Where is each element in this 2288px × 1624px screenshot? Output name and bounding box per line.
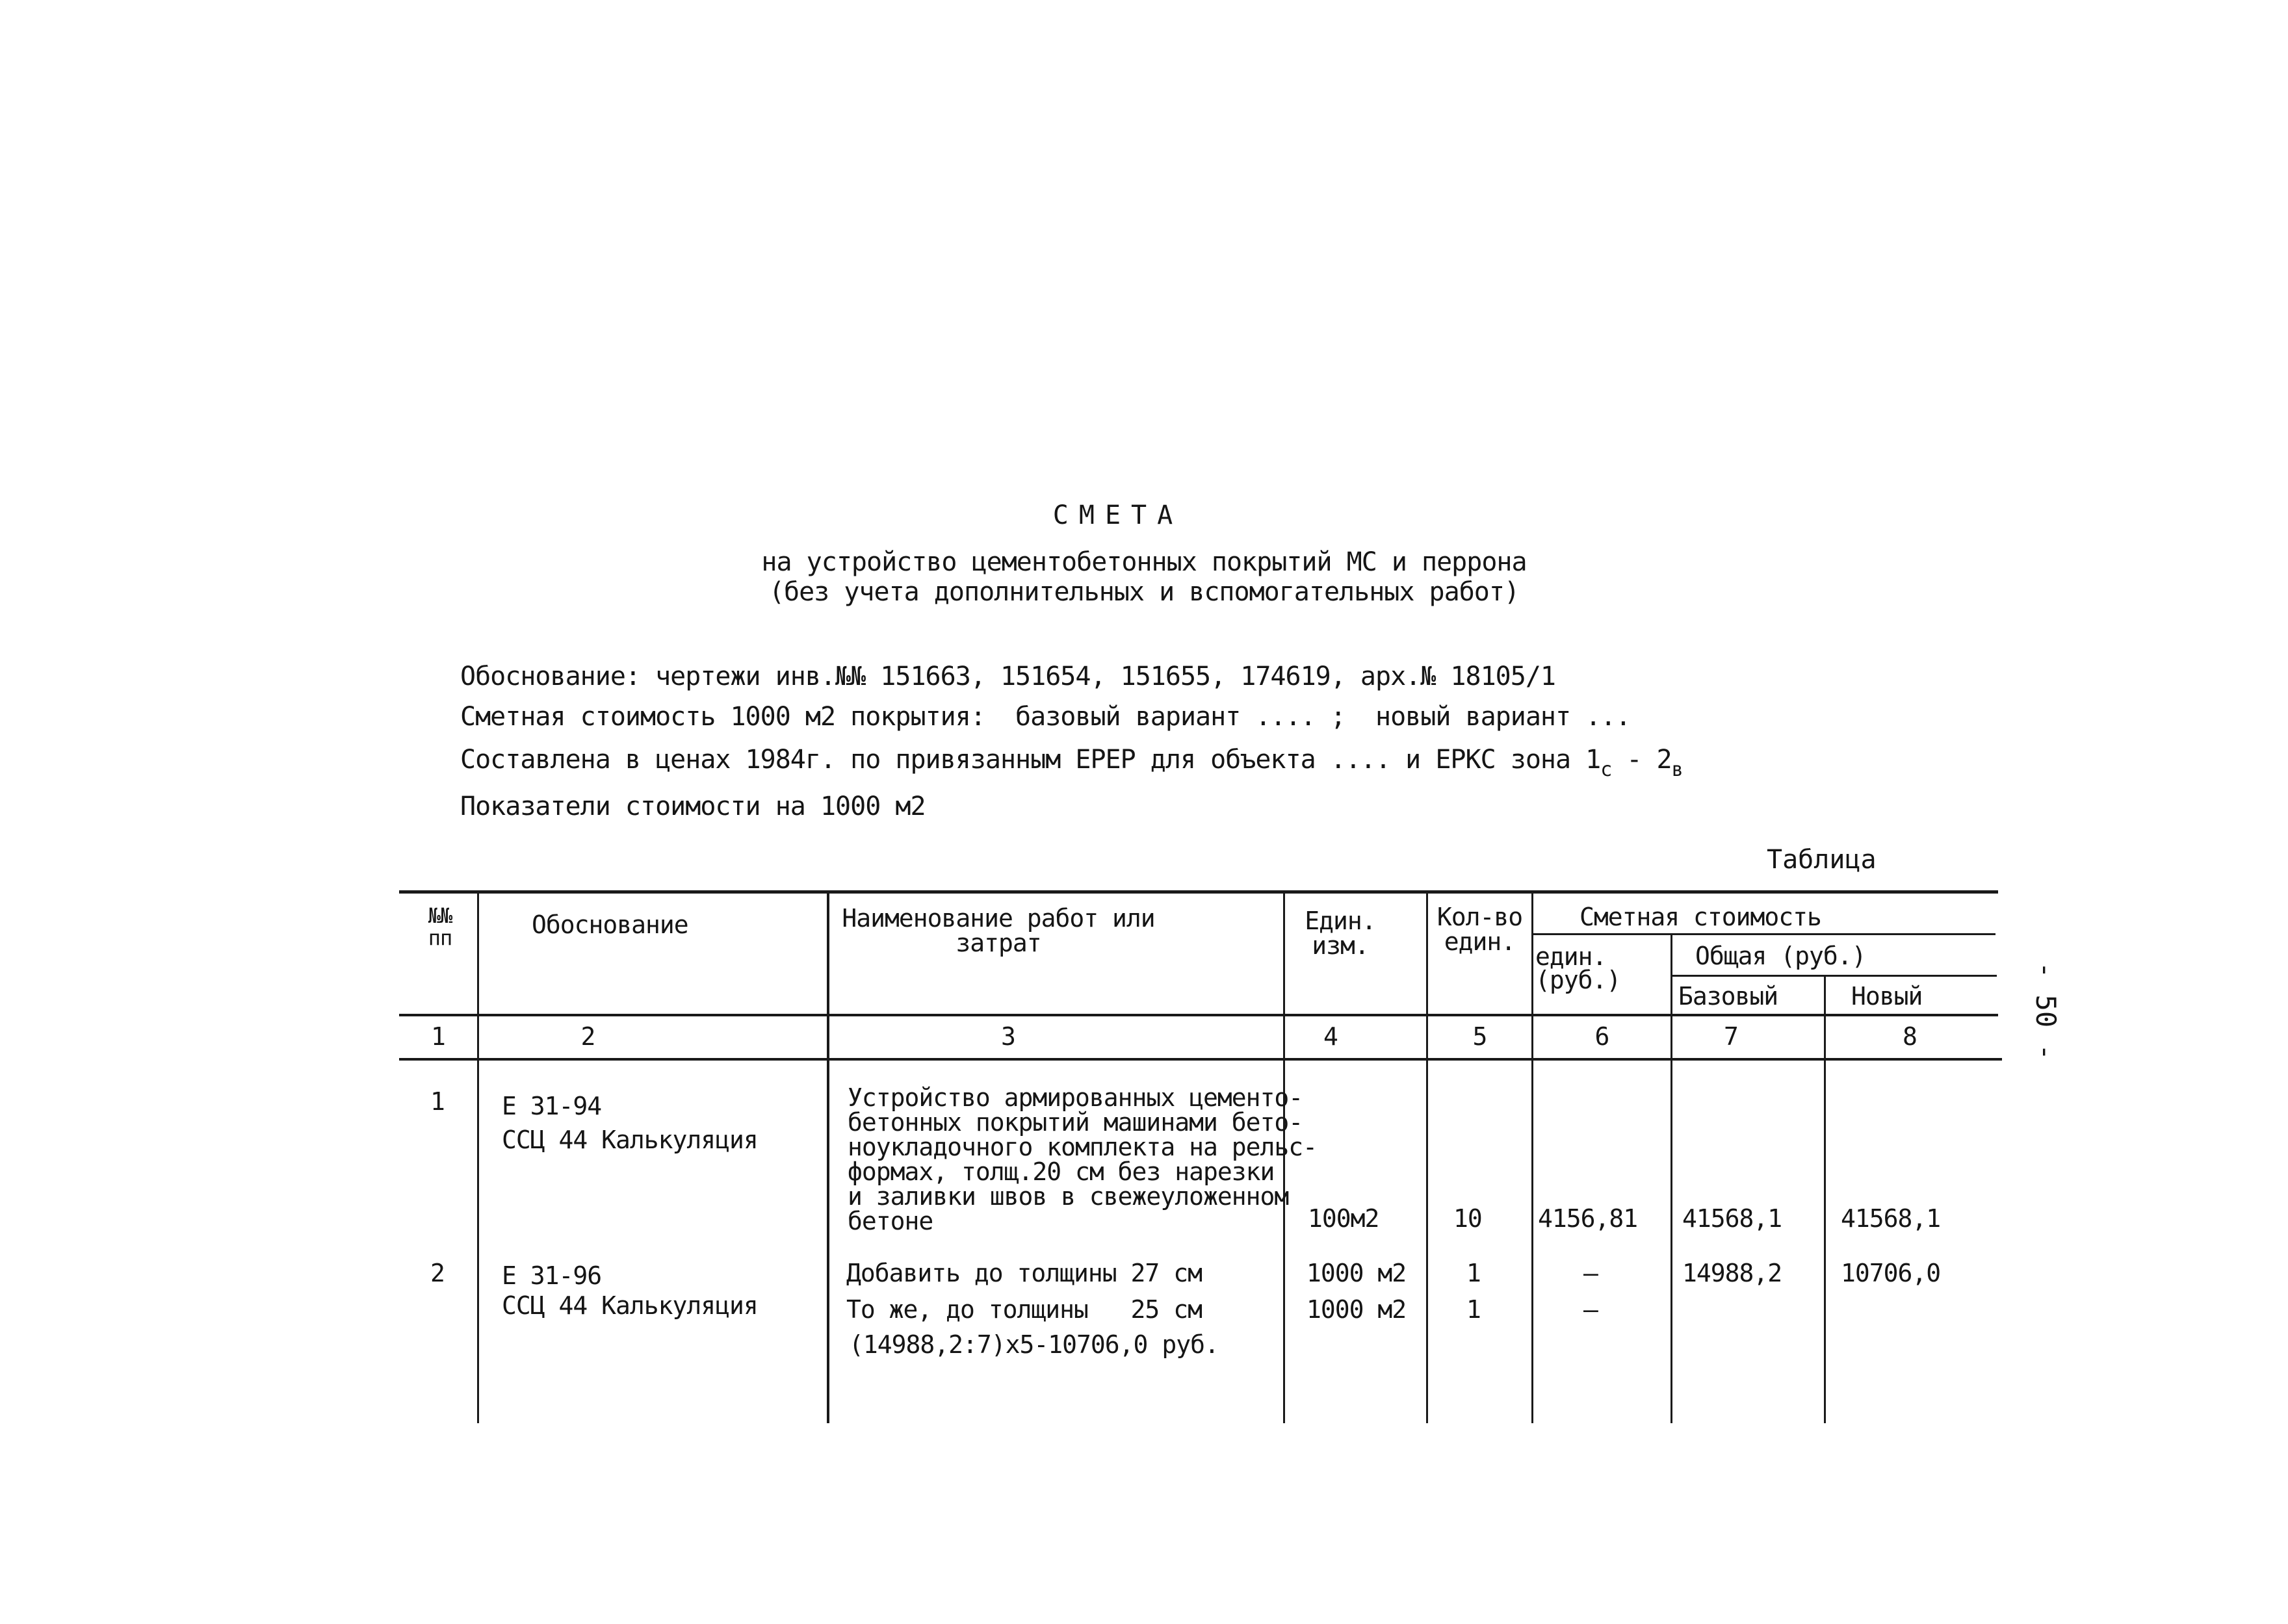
row-2-basis-line-2: ССЦ 44 Калькуляция xyxy=(502,1291,758,1320)
column-number-7: 7 xyxy=(1724,1022,1738,1051)
col-divider-6 xyxy=(1670,934,1672,1423)
row-2-basis xyxy=(502,1261,758,1321)
document-subtitle-line-1: на устройство цементобетонных покрытий МС и перрона xyxy=(761,547,1527,577)
row-1-basis xyxy=(502,1089,758,1157)
col-divider-2 xyxy=(827,892,829,1423)
column-number-8: 8 xyxy=(1903,1022,1917,1051)
row-2-line-2-qty: 1 xyxy=(1466,1295,1481,1324)
header-unit xyxy=(1285,909,1396,958)
row-2-line-1-unit-cost: – xyxy=(1583,1259,1598,1287)
col-divider-1 xyxy=(477,892,479,1423)
header-new: Новый xyxy=(1851,982,1923,1011)
header-base: Базовый xyxy=(1678,982,1778,1011)
indicators-line: Показатели стоимости на 1000 м2 xyxy=(460,792,926,821)
header-work-name-line-1: Наименование работ или xyxy=(842,904,1155,933)
total-group-divider xyxy=(1672,975,1997,977)
row-1-basis-line-2: ССЦ 44 Калькуляция xyxy=(502,1126,758,1154)
row-1-work-name-line-2: бетонных покрытий машинами бето- xyxy=(848,1108,1303,1137)
header-qty-line-2: един. xyxy=(1444,927,1516,956)
row-2-line-3-formula: (14988,2:7)x5-10706,0 руб. xyxy=(849,1330,1219,1359)
row-2-num: 2 xyxy=(430,1259,445,1287)
page-number: - 50 - xyxy=(2030,962,2062,1061)
header-unit-cost-line-2: (руб.) xyxy=(1535,966,1621,994)
column-number-4: 4 xyxy=(1323,1022,1338,1051)
zone-dash: - 2 xyxy=(1611,745,1672,775)
basis-line: Обоснование: чертежи инв.№№ 151663, 151654, 151655, 174619, арх.№ 18105/1 xyxy=(460,662,1555,691)
row-2-line-2-unit: 1000 м2 xyxy=(1306,1295,1407,1324)
row-2-line-2-name: То же, до толщины 25 см xyxy=(846,1295,1202,1324)
header-num xyxy=(403,905,477,949)
zone-subscript-1: с xyxy=(1600,758,1612,781)
column-number-2: 2 xyxy=(580,1022,595,1051)
column-numbers-bottom-border xyxy=(399,1058,2002,1061)
row-2-line-2-unit-cost: – xyxy=(1583,1295,1598,1324)
prices-text: Составлена в ценах 1984г. по привязанным ЕРЕР для объекта .... и ЕРКС зона 1 xyxy=(460,745,1601,775)
row-1-basis-line-1: Е 31-94 xyxy=(502,1092,602,1120)
header-work-name xyxy=(829,906,1167,955)
row-1-unit-cost: 4156,81 xyxy=(1538,1204,1638,1233)
row-1-work-name xyxy=(848,1085,1317,1233)
cost-group-divider xyxy=(1533,933,1996,935)
row-1-num: 1 xyxy=(430,1087,445,1116)
header-num-line-1: №№ xyxy=(428,903,452,928)
document-title: СМЕТА xyxy=(1052,500,1184,530)
header-basis: Обоснование xyxy=(532,910,688,939)
header-total-group: Общая (руб.) xyxy=(1695,942,1866,970)
prices-line xyxy=(460,745,1683,781)
col-divider-5 xyxy=(1531,892,1533,1423)
column-number-1: 1 xyxy=(431,1022,445,1051)
header-work-name-line-2: затрат xyxy=(956,929,1041,957)
header-cost-group: Сметная стоимость xyxy=(1580,903,1821,931)
zone-subscript-2: в xyxy=(1671,758,1683,781)
header-bottom-border xyxy=(399,1014,1998,1016)
table-label: Таблица xyxy=(1767,845,1877,875)
row-2-line-1-unit: 1000 м2 xyxy=(1306,1259,1407,1287)
cost-line: Сметная стоимость 1000 м2 покрытия: базовый вариант .... ; новый вариант ... xyxy=(460,702,1631,732)
row-1-work-name-line-3: ноукладочного комплекта на рельс- xyxy=(848,1133,1317,1161)
header-unit-line-1: Един. xyxy=(1305,907,1376,935)
row-2-line-1-base-total: 14988,2 xyxy=(1682,1259,1782,1287)
row-2-line-1-qty: 1 xyxy=(1466,1259,1481,1287)
column-number-5: 5 xyxy=(1472,1022,1487,1051)
header-unit-line-2: изм. xyxy=(1312,931,1369,960)
row-1-base-total: 41568,1 xyxy=(1682,1204,1782,1233)
table-top-border xyxy=(399,890,1998,894)
row-2-basis-line-1: Е 31-96 xyxy=(502,1261,602,1290)
header-qty-line-1: Кол-во xyxy=(1436,903,1523,931)
column-number-3: 3 xyxy=(1001,1022,1015,1051)
row-1-work-name-line-4: формах, толщ.20 см без нарезки xyxy=(848,1157,1275,1186)
header-unit-cost xyxy=(1535,942,1621,994)
row-1-new-total: 41568,1 xyxy=(1841,1204,1941,1233)
column-number-6: 6 xyxy=(1594,1022,1609,1051)
row-1-work-name-line-5: и заливки швов в свежеуложенном xyxy=(848,1182,1289,1211)
header-unit-cost-line-1: един. xyxy=(1535,942,1607,971)
header-num-line-2: пп xyxy=(428,925,452,950)
row-2-line-1-new-total: 10706,0 xyxy=(1841,1259,1941,1287)
document-subtitle-line-2: (без учета дополнительных и вспомогательных работ) xyxy=(768,577,1520,607)
row-1-work-name-line-1: Устройство армированных цементо- xyxy=(848,1083,1303,1112)
row-2-line-1-name: Добавить до толщины 27 см xyxy=(846,1259,1202,1287)
col-divider-4 xyxy=(1426,892,1428,1423)
header-qty xyxy=(1428,905,1531,954)
row-1-unit: 100м2 xyxy=(1308,1204,1379,1233)
row-1-qty: 10 xyxy=(1453,1204,1482,1233)
row-1-work-name-line-6: бетоне xyxy=(848,1207,933,1235)
